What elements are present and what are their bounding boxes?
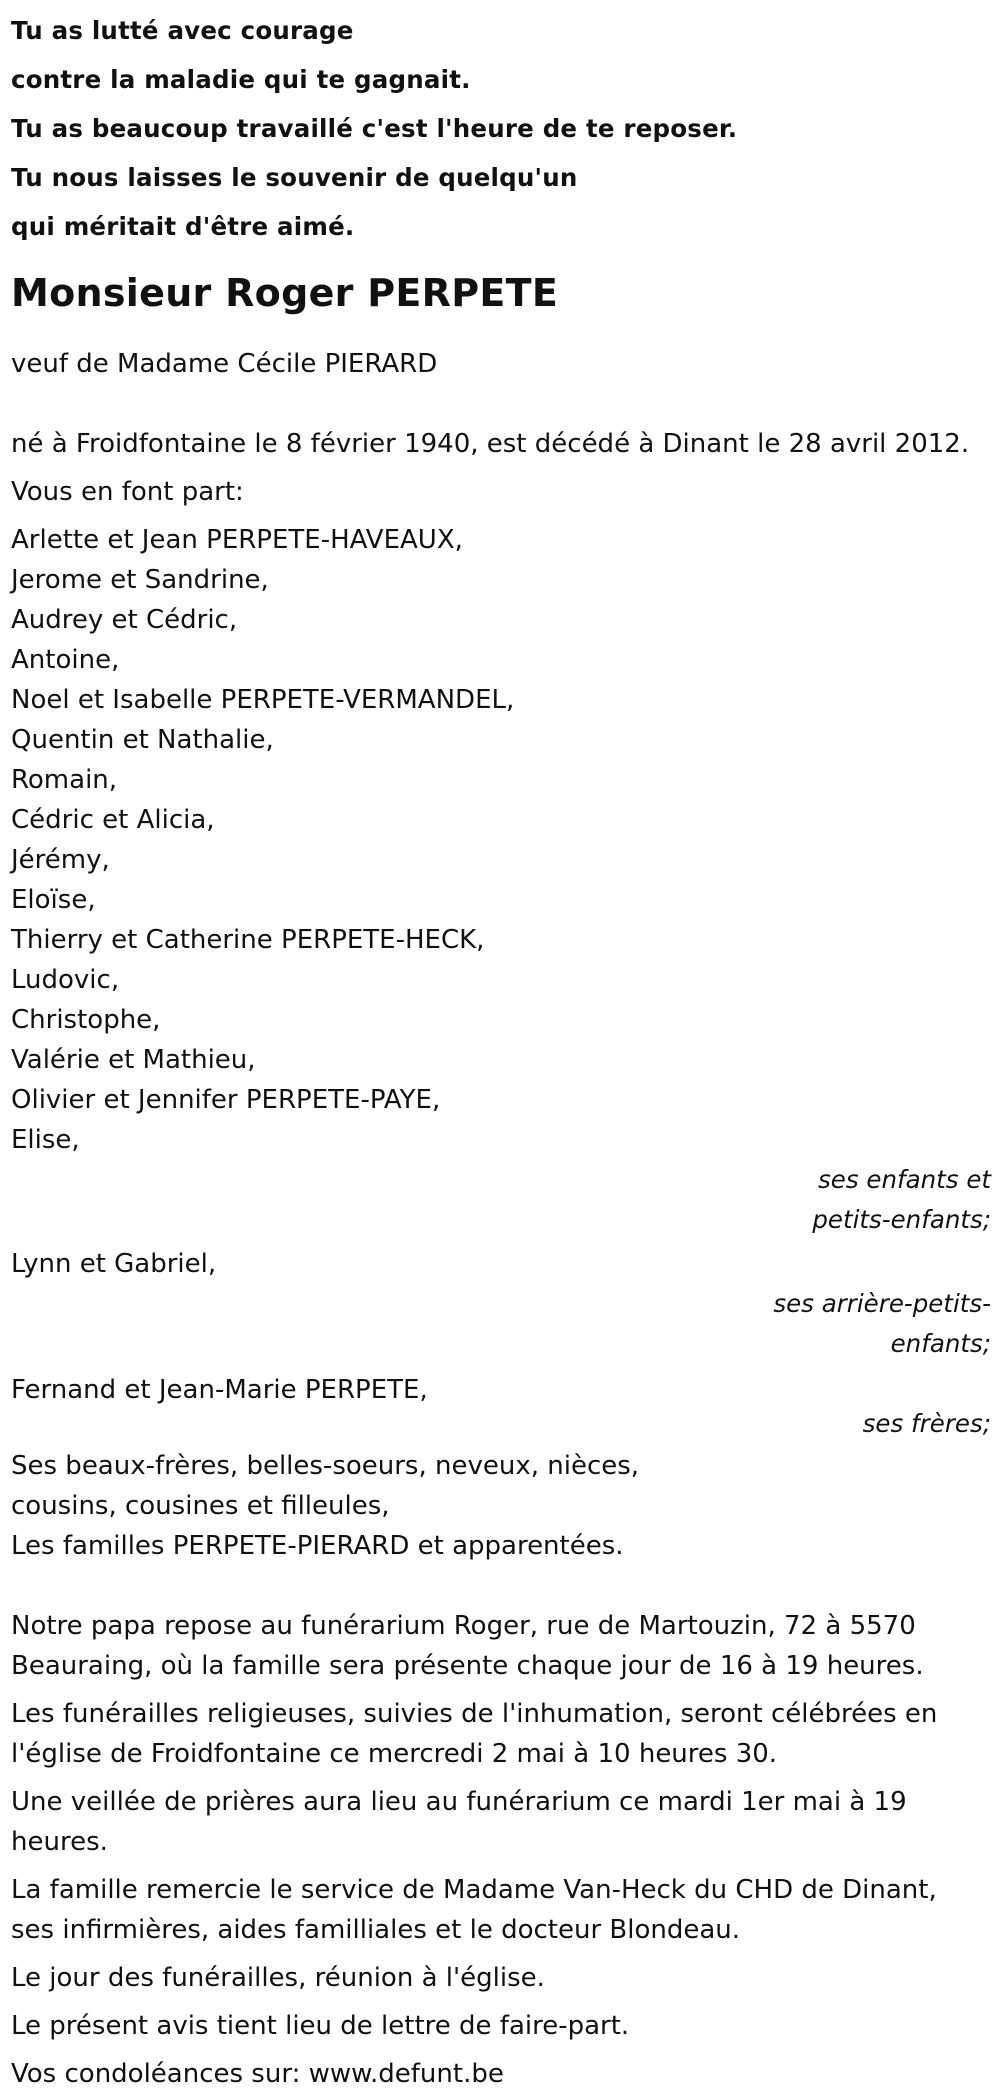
great-grandchildren: Lynn et Gabriel, [11,1249,217,1279]
obituary-notice [0,6,995,2094]
birth-death: né à Froidfontaine le 8 février 1940, est décédé à Dinant le 28 avril 2012. [11,429,970,459]
funeral-info [11,1606,995,2094]
family-member: Noel et Isabelle PERPETE-VERMANDEL, [11,685,515,715]
deceased-name: Monsieur Roger PERPETE [11,271,559,315]
poem-line: Tu as beaucoup travaillé c'est l'heure de te reposer. [11,114,738,143]
brothers: Fernand et Jean-Marie PERPETE, [11,1375,428,1405]
role-line: ses frères; [862,1409,991,1438]
condolences-link: Vos condoléances sur: www.defunt.be [11,2059,504,2089]
info-paragraph: Notre papa repose au funérarium Roger, rue de Martouzin, 72 à 5570 Beauraing, où la famille sera présente chaque jour de 16 à 19 heures. [11,1611,924,1681]
family-member: Jérémy, [11,845,110,875]
announce-heading: Vous en font part: [11,477,244,507]
family-member: Romain, [11,765,118,795]
poem [11,6,995,251]
relatives-line: Ses beaux-frères, belles-soeurs, neveux, nièces, [11,1451,640,1481]
poem-line: Tu nous laisses le souvenir de quelqu'un [11,163,578,192]
relatives-line: cousins, cousines et filleules, [11,1491,390,1521]
family-member: Eloïse, [11,885,96,915]
great-grandchildren-role [11,1284,991,1364]
brothers-role [11,1404,991,1444]
role-line: petits-enfants; [812,1205,991,1234]
family-member: Audrey et Cédric, [11,605,238,635]
family-member: Quentin et Nathalie, [11,725,274,755]
relatives [11,1446,995,1566]
family-list [11,520,995,1566]
relatives-line: Les familles PERPETE-PIERARD et apparentées. [11,1531,624,1561]
family-member: Antoine, [11,645,120,675]
info-paragraph: Une veillée de prières aura lieu au funérarium ce mardi 1er mai à 19 heures. [11,1787,907,1857]
poem-line: qui méritait d'être aimé. [11,212,355,241]
widow-of: veuf de Madame Cécile PIERARD [11,349,438,379]
family-member: Arlette et Jean PERPETE-HAVEAUX, [11,525,463,555]
info-paragraph: La famille remercie le service de Madame Van-Heck du CHD de Dinant, ses infirmières, aides familliales et le docteur Blondeau. [11,1875,937,1945]
info-paragraph: Les funérailles religieuses, suivies de l'inhumation, seront célébrées en l'église de Froidfontaine ce mercredi 2 mai à 10 heures 30. [11,1699,938,1769]
poem-line: contre la maladie qui te gagnait. [11,65,471,94]
children-role [11,1160,991,1240]
family-member: Cédric et Alicia, [11,805,215,835]
family-member: Elise, [11,1125,80,1155]
family-member: Olivier et Jennifer PERPETE-PAYE, [11,1085,441,1115]
family-member: Jerome et Sandrine, [11,565,269,595]
family-member: Christophe, [11,1005,161,1035]
role-line: ses arrière-petits- [773,1289,991,1318]
role-line: ses enfants et [818,1165,991,1194]
family-member: Ludovic, [11,965,120,995]
family-member: Valérie et Mathieu, [11,1045,256,1075]
role-line: enfants; [890,1329,991,1358]
poem-line: Tu as lutté avec courage [11,16,354,45]
family-member: Thierry et Catherine PERPETE-HECK, [11,925,485,955]
info-paragraph: Le jour des funérailles, réunion à l'église. [11,1963,545,1993]
info-paragraph: Le présent avis tient lieu de lettre de faire-part. [11,2011,630,2041]
